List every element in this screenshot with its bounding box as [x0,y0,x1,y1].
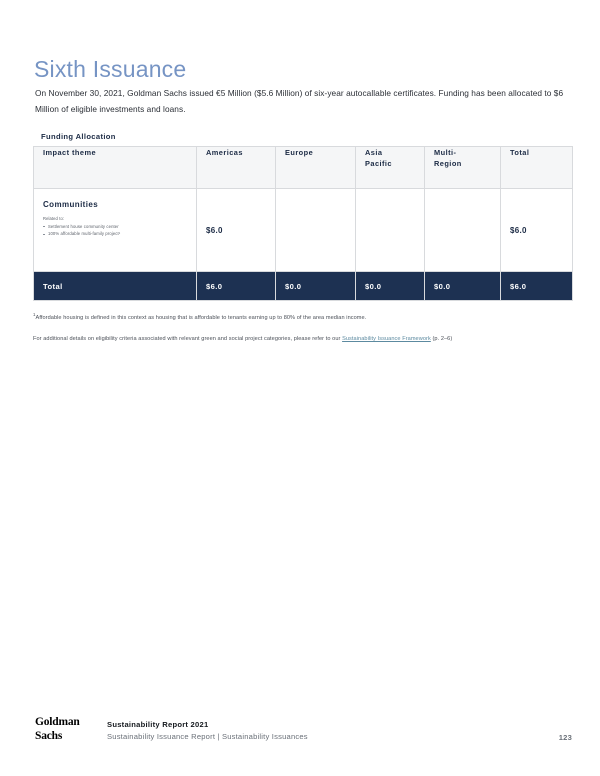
impact-theme-content [34,189,196,238]
total-row-label-cell [34,272,197,301]
list-item: 100% affordable multi-family project¹ [43,230,187,237]
page-number: 123 [558,733,572,742]
table-body [34,189,573,272]
cell-multi-region [425,189,501,272]
total-row-total-cell [501,272,573,301]
total-row-europe-cell [276,272,356,301]
table-foot [34,272,573,301]
table-row [34,189,573,272]
cell-americas [197,189,276,272]
related-to-label: Related to: [43,216,65,221]
total-row-americas-cell [197,272,276,301]
footer-text-block [107,719,308,743]
total-row-multi-region-value: $0.0 [434,281,451,291]
impact-theme-name: Communities [43,200,99,209]
column-header-total-label: Total [510,148,530,157]
funding-allocation-table [33,146,573,301]
cell-europe-value [276,189,355,271]
logo-line-1: Goldman [35,716,80,728]
total-row-total-value: $6.0 [510,281,527,291]
column-header-asia-pacific-label: Asia Pacific [365,148,392,169]
table-caption: Funding Allocation [41,132,116,141]
column-header-total [501,147,573,189]
column-header-multi-region [425,147,501,189]
total-row-multi-region-cell [425,272,501,301]
cell-multi-region-value [425,189,500,271]
related-projects-list [43,223,187,238]
total-row-europe-value: $0.0 [285,281,302,291]
cell-total-value: $6.0 [510,225,527,235]
total-row-asia-pacific-cell [356,272,425,301]
list-item: Settlement house community center [43,223,187,230]
page-title: Sixth Issuance [34,56,187,83]
column-header-impact-theme-label: Impact theme [43,148,97,157]
cell-asia-pacific [356,189,425,272]
total-row-americas-value: $6.0 [206,281,223,291]
total-row-asia-pacific-value: $0.0 [365,281,382,291]
footnote-affordable-housing-text: Affordable housing is defined in this context as housing that is affordable to tenants earning up to 80% of the area median income. [35,315,367,321]
goldman-sachs-logo [35,716,80,743]
column-header-europe-label: Europe [285,148,314,157]
table-head [34,147,573,189]
column-header-impact-theme [34,147,197,189]
cell-impact-theme [34,189,197,272]
cell-europe [276,189,356,272]
cell-americas-value: $6.0 [206,225,223,235]
footer-divider [33,700,572,701]
column-header-americas-label: Americas [206,148,243,157]
breadcrumb: Sustainability Issuance Report | Sustainability Issuances [107,731,308,741]
total-row-label: Total [43,281,63,291]
column-header-asia-pacific [356,147,425,189]
logo-line-2: Sachs [35,729,63,742]
cell-total [501,189,573,272]
sustainability-issuance-framework-link[interactable]: Sustainability Issuance Framework [342,336,431,342]
footnote-affordable-housing [33,314,578,322]
funding-allocation-table-wrapper [33,146,572,301]
column-header-americas [197,147,276,189]
footnote-framework-reference [33,335,578,343]
footer-report-title: Sustainability Report 2021 [107,720,209,729]
total-row [34,272,573,301]
column-header-multi-region-label: Multi- Region [434,148,462,169]
table-header-row [34,147,573,189]
intro-paragraph: On November 30, 2021, Goldman Sachs issued €5 Million ($5.6 Million) of six-year autocallable certificates. Funding has been allocated to $6 Million of eligible investments and loans. [35,88,564,114]
footnote-framework-text-after: (p. 2–6) [430,336,453,342]
footnote-marker: 1 [33,312,36,318]
footnote-framework-text-before: For additional details on eligibility criteria associated with relevant green and social project categories, please refer to our [33,336,343,342]
cell-asia-pacific-value [356,189,424,271]
column-header-europe [276,147,356,189]
